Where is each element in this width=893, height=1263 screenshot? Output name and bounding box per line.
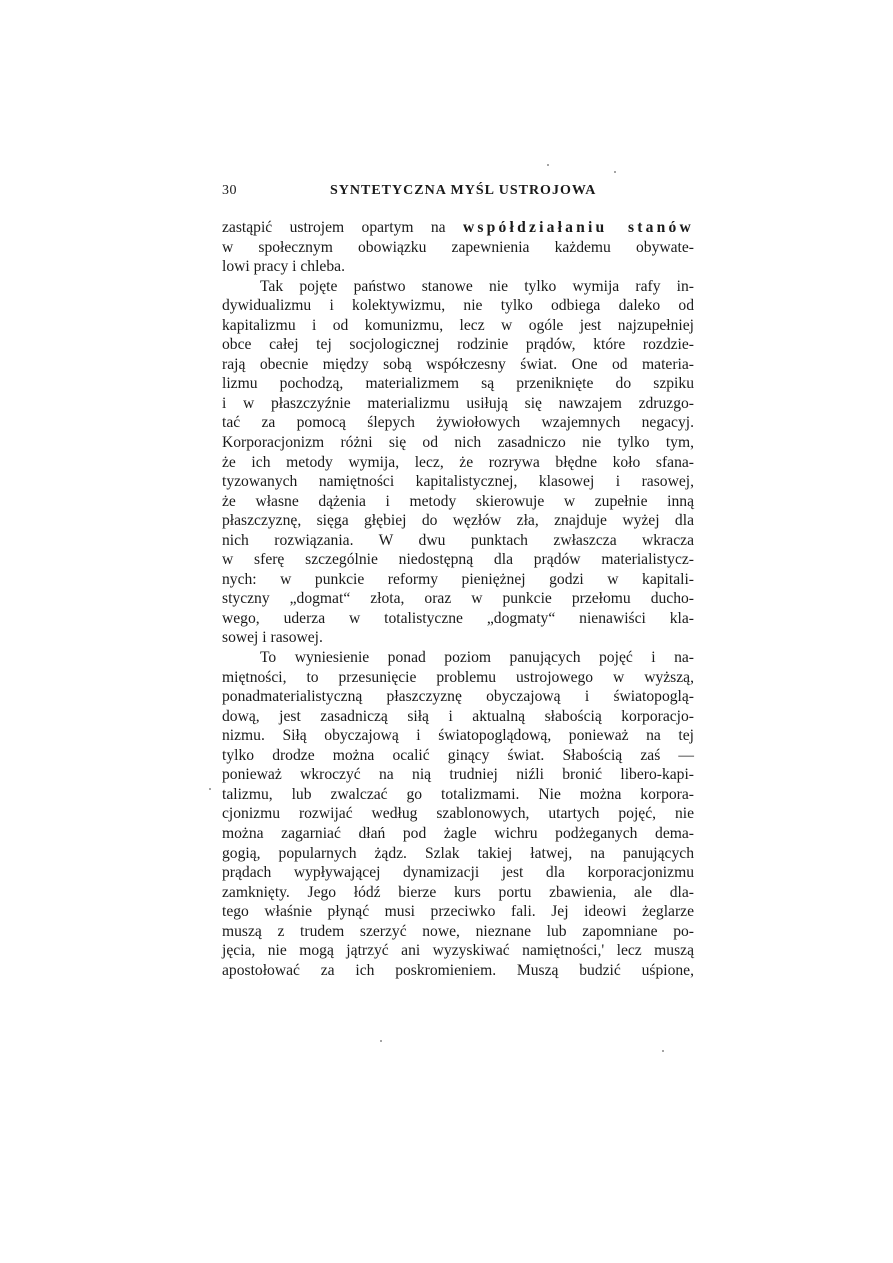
text-line: płaszczyznę, sięga głębiej do węzłów zła, znajduje wyżej dla [222,512,694,530]
text-line: można zagarniać dłań pod żagle wichru podżeganych dema- [222,824,694,842]
text-line: ponieważ wkroczyć na nią trudniej niźli bronić libero-kapi- [222,766,694,784]
running-head [222,183,694,205]
text-line: miętności, to przesunięcie problemu ustrojowego w wyższą, [222,668,694,686]
text-line: zamknięty. Jego łódź bierze kurs portu zbawienia, ale dla- [222,883,694,901]
text-line: lowi pracy i chleba. [222,258,345,276]
running-title: SYNTETYCZNA MYŚL USTROJOWA [330,183,597,198]
text-line: talizmu, lub zwalczać go totalizmami. Nie można korpora- [222,785,694,803]
text-line: wego, uderza w totalistyczne „dogmaty“ nienawiści kla- [222,609,694,627]
text-line: obce całej tej socjologicznej rodzinie prądów, które rozdzie- [222,336,694,354]
text-line: apostołować za ich poskromieniem. Muszą budzić uśpione, [222,961,694,979]
text-line: nich rozwiązania. W dwu punktach zwłaszcza wkracza [222,531,694,549]
paper-speck [380,1040,382,1042]
text-line: lizmu pochodzą, materializmem są przeniknięte do szpiku [222,375,694,393]
text-line: i w płaszczyźnie materializmu usiłują się nawzajem zdruzgo- [222,394,694,412]
text-line: nych: w punkcie reformy pieniężnej godzi w kapitali- [222,570,694,588]
text-line [222,218,694,238]
text-line: dową, jest zasadniczą siłą i aktualną słabością korporacjo- [222,707,694,725]
text-line: w sferę szczególnie niedostępną dla prądów materialistycz- [222,551,694,569]
paper-speck [662,1050,664,1052]
text-line: To wyniesienie ponad poziom panujących pojęć i na- [260,649,694,667]
paper-speck [209,788,211,790]
text-line: że ich metody wymija, lecz, że rozrywa błędne koło sfana- [222,453,694,471]
emphasized-phrase: współdziałaniu stanów [462,219,694,236]
text-line: jęcia, nie mogą jątrzyć ani wyzyskiwać namiętności,' lecz muszą [222,942,694,960]
text-line: Korporacjonizm różni się od nich zasadniczo nie tylko tym, [222,434,694,452]
text-line: rają obecnie między sobą współczesny świat. One od materia- [222,355,694,373]
text-line: kapitalizmu i od komunizmu, lecz w ogóle jest najzupełniej [222,316,694,334]
text-lines [222,238,694,981]
text-line-start: zastąpić ustrojem opartym na [222,219,463,236]
text-line: tać za pomocą ślepych żywiołowych wzajemnych negacyj. [222,414,694,432]
text-line: sowej i rasowej. [222,629,323,647]
text-line: tyzowanych namiętności kapitalistycznej, klasowej i rasowej, [222,473,694,491]
paper-speck [614,171,616,173]
text-line: nizmu. Siłą obyczajową i światopoglądową, ponieważ na tej [222,727,694,745]
page-number: 30 [222,183,237,198]
text-line: muszą z trudem szerzyć nowe, nieznane lub zapomniane po- [222,922,694,940]
text-line: prądach wypływającej dynamizacji jest dla korporacjonizmu [222,864,694,882]
text-line: cjonizmu rozwijać według szablonowych, utartych pojęć, nie [222,805,694,823]
text-line: w społecznym obowiązku zapewnienia każdemu obywate- [222,238,694,256]
paper-speck [547,164,549,166]
text-line: Tak pojęte państwo stanowe nie tylko wymija rafy in- [260,277,694,295]
text-line: tylko drodze można ocalić ginący świat. Słabością zaś — [222,746,694,764]
text-line: styczny „dogmat“ złota, oraz w punkcie przełomu ducho- [222,590,694,608]
text-line: tego właśnie płynąć musi przeciwko fali. Jej ideowi żeglarze [222,903,694,921]
text-line: że własne dążenia i metody skierowuje w zupełnie inną [222,492,694,510]
text-line: dywidualizmu i kolektywizmu, nie tylko odbiega daleko od [222,297,694,315]
text-line: gogią, popularnych żądz. Szlak takiej łatwej, na panujących [222,844,694,862]
body-text [222,218,694,980]
text-line: ponadmaterialistyczną płaszczyznę obyczajową i światopoglą- [222,688,694,706]
